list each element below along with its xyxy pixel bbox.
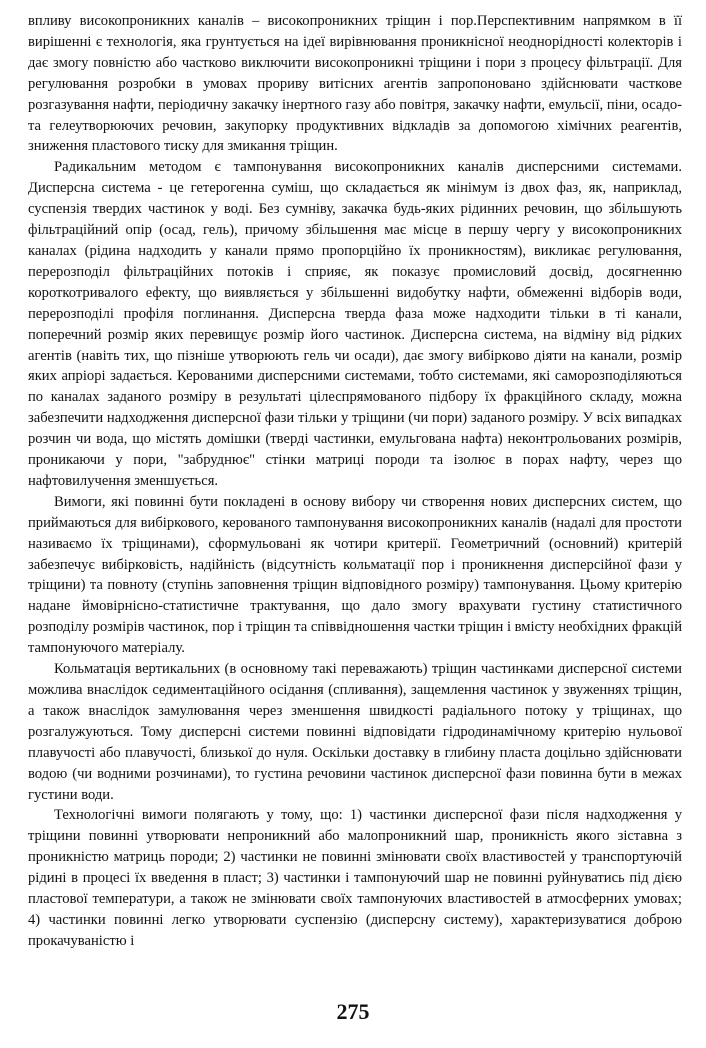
page-number: 275 <box>336 999 370 1024</box>
body-text <box>28 11 682 952</box>
paragraph-2: Радикальним методом є тампонування високопроникних каналів дисперсними системами. Дисперсна система - це гетерогенна суміш, що складається як мінімум із двох фаз, як, наприклад, суспензія твердих частинок у воді. Без сумніву, закачка будь-яких рідинних речовин, що збільшують фільтраційний опір (осад, гель), причому збільшення має місце в першу чергу у високопроникних каналах (рідина надходить у канали прямо пропорційно їх проникностям), викликає регулювання, перерозподіл фільтраційних потоків і сприяє, як показує промисловий досвід, досягненню короткотривалого ефекту, що виявляється у збільшенні видобутку нафти, обмеженні відборів води, перерозподілі профіля поглинання. Дисперсна тверда фаза може надходити тільки в ті канали, поперечний розмір яких перевищує розмір його частинок. Дисперсна система, на відміну від рідких агентів (навіть тих, що пізніше утворюють гель чи осади), дає змогу вибірково діяти на канали, розмір яких апріорі задається. Керованими дисперсними системами, тобто системами, які саморозподіляються по каналах заданого розміру в результаті цілеспрямованого підбору їх фракційного складу, можна забезпечити надходження дисперсної фази тільки у тріщини (чи пори) заданого розміру. У всіх випадках розчин чи вода, що містять домішки (тверді частинки, емульгована нафта) неконтрольованих розмірів, проникаючи у пори, "забруднює" стінки матриці породи та ізолює в порах нафту, через що нафтовилучення зменшується. <box>28 159 682 489</box>
paragraph-1: впливу високопроникних каналів – високопроникних тріщин і пор.Перспективним напрямком в її вирішенні є технологія, яка грунтується на ідеї вирівнювання проникнісної неоднорідності колекторів і дає змогу повністю або частково виключити високопроникні тріщини і пори з процесу фільтрації. Для регулювання розробки в умовах прориву витісних агентів запропоновано здійснювати часткове розгазування нафти, періодичну закачку інертного газу або повітря, закачку нафти, емульсії, піни, осадо- та гелеутворюючих речовин, закупорку продуктивних відкладів за допомогою хімічних реагентів, зниження пластового тиску для змикання тріщин. <box>28 13 682 155</box>
paragraph-3: Вимоги, які повинні бути покладені в основу вибору чи створення нових дисперсних систем, що приймаються для вибіркового, керованого тампонування високопроникних каналів (надалі для простоти називаємо їх тріщинами), сформульовані як чотири критерії. Геометричний (основний) критерій забезпечує вибірковість, надійність (відсутність кольматації пор і проникнення дисперсійної фази у тріщини) та повноту (ступінь заповнення тріщин відповідного розміру) тампонування. Цьому критерію надане ймовірнісно-статистичне трактування, що дало змогу врахувати густину статистичного розподілу розмірів частинок, пор і тріщин та співвідношення частки тріщин і вмісту необхідних фракцій тампонуючого матеріалу. <box>28 493 682 657</box>
paragraph-5: Технологічні вимоги полягають у тому, що: 1) частинки дисперсної фази після надходження у тріщини повинні утворювати непроникний або малопроникний шар, проникність якого зіставна з проникністю матриць породи; 2) частинки не повинні змінювати своїх властивостей у транспортуючій рідині в процесі їх введення в пласт; 3) частинки і тампонуючий шар не повинні руйнуватись під дією пластової температури, а також не змінювати своїх тампонуючих властивостей в атмосферних умовах; 4) частинки повинні легко утворювати суспензію (дисперсну систему), характеризуватися доброю прокачуваністю і <box>28 807 682 949</box>
paragraph-4: Кольматація вертикальних (в основному такі переважають) тріщин частинками дисперсної системи можлива внаслідок седиментаційного осідання (спливання), защемлення частинок у звуженнях тріщин, а також внаслідок замулювання через зменшення швидкості радіального потоку у тріщинах, що розгалужуються. Тому дисперсні системи повинні відповідати гідродинамічному критерію нульової плавучості або плавучості, близької до нуля. Оскільки доставку в глибину пласта доцільно здійснювати водою (чи водними розчинами), то густина речовини частинок дисперсної фази повинна бути в межах густини води. <box>28 661 682 803</box>
